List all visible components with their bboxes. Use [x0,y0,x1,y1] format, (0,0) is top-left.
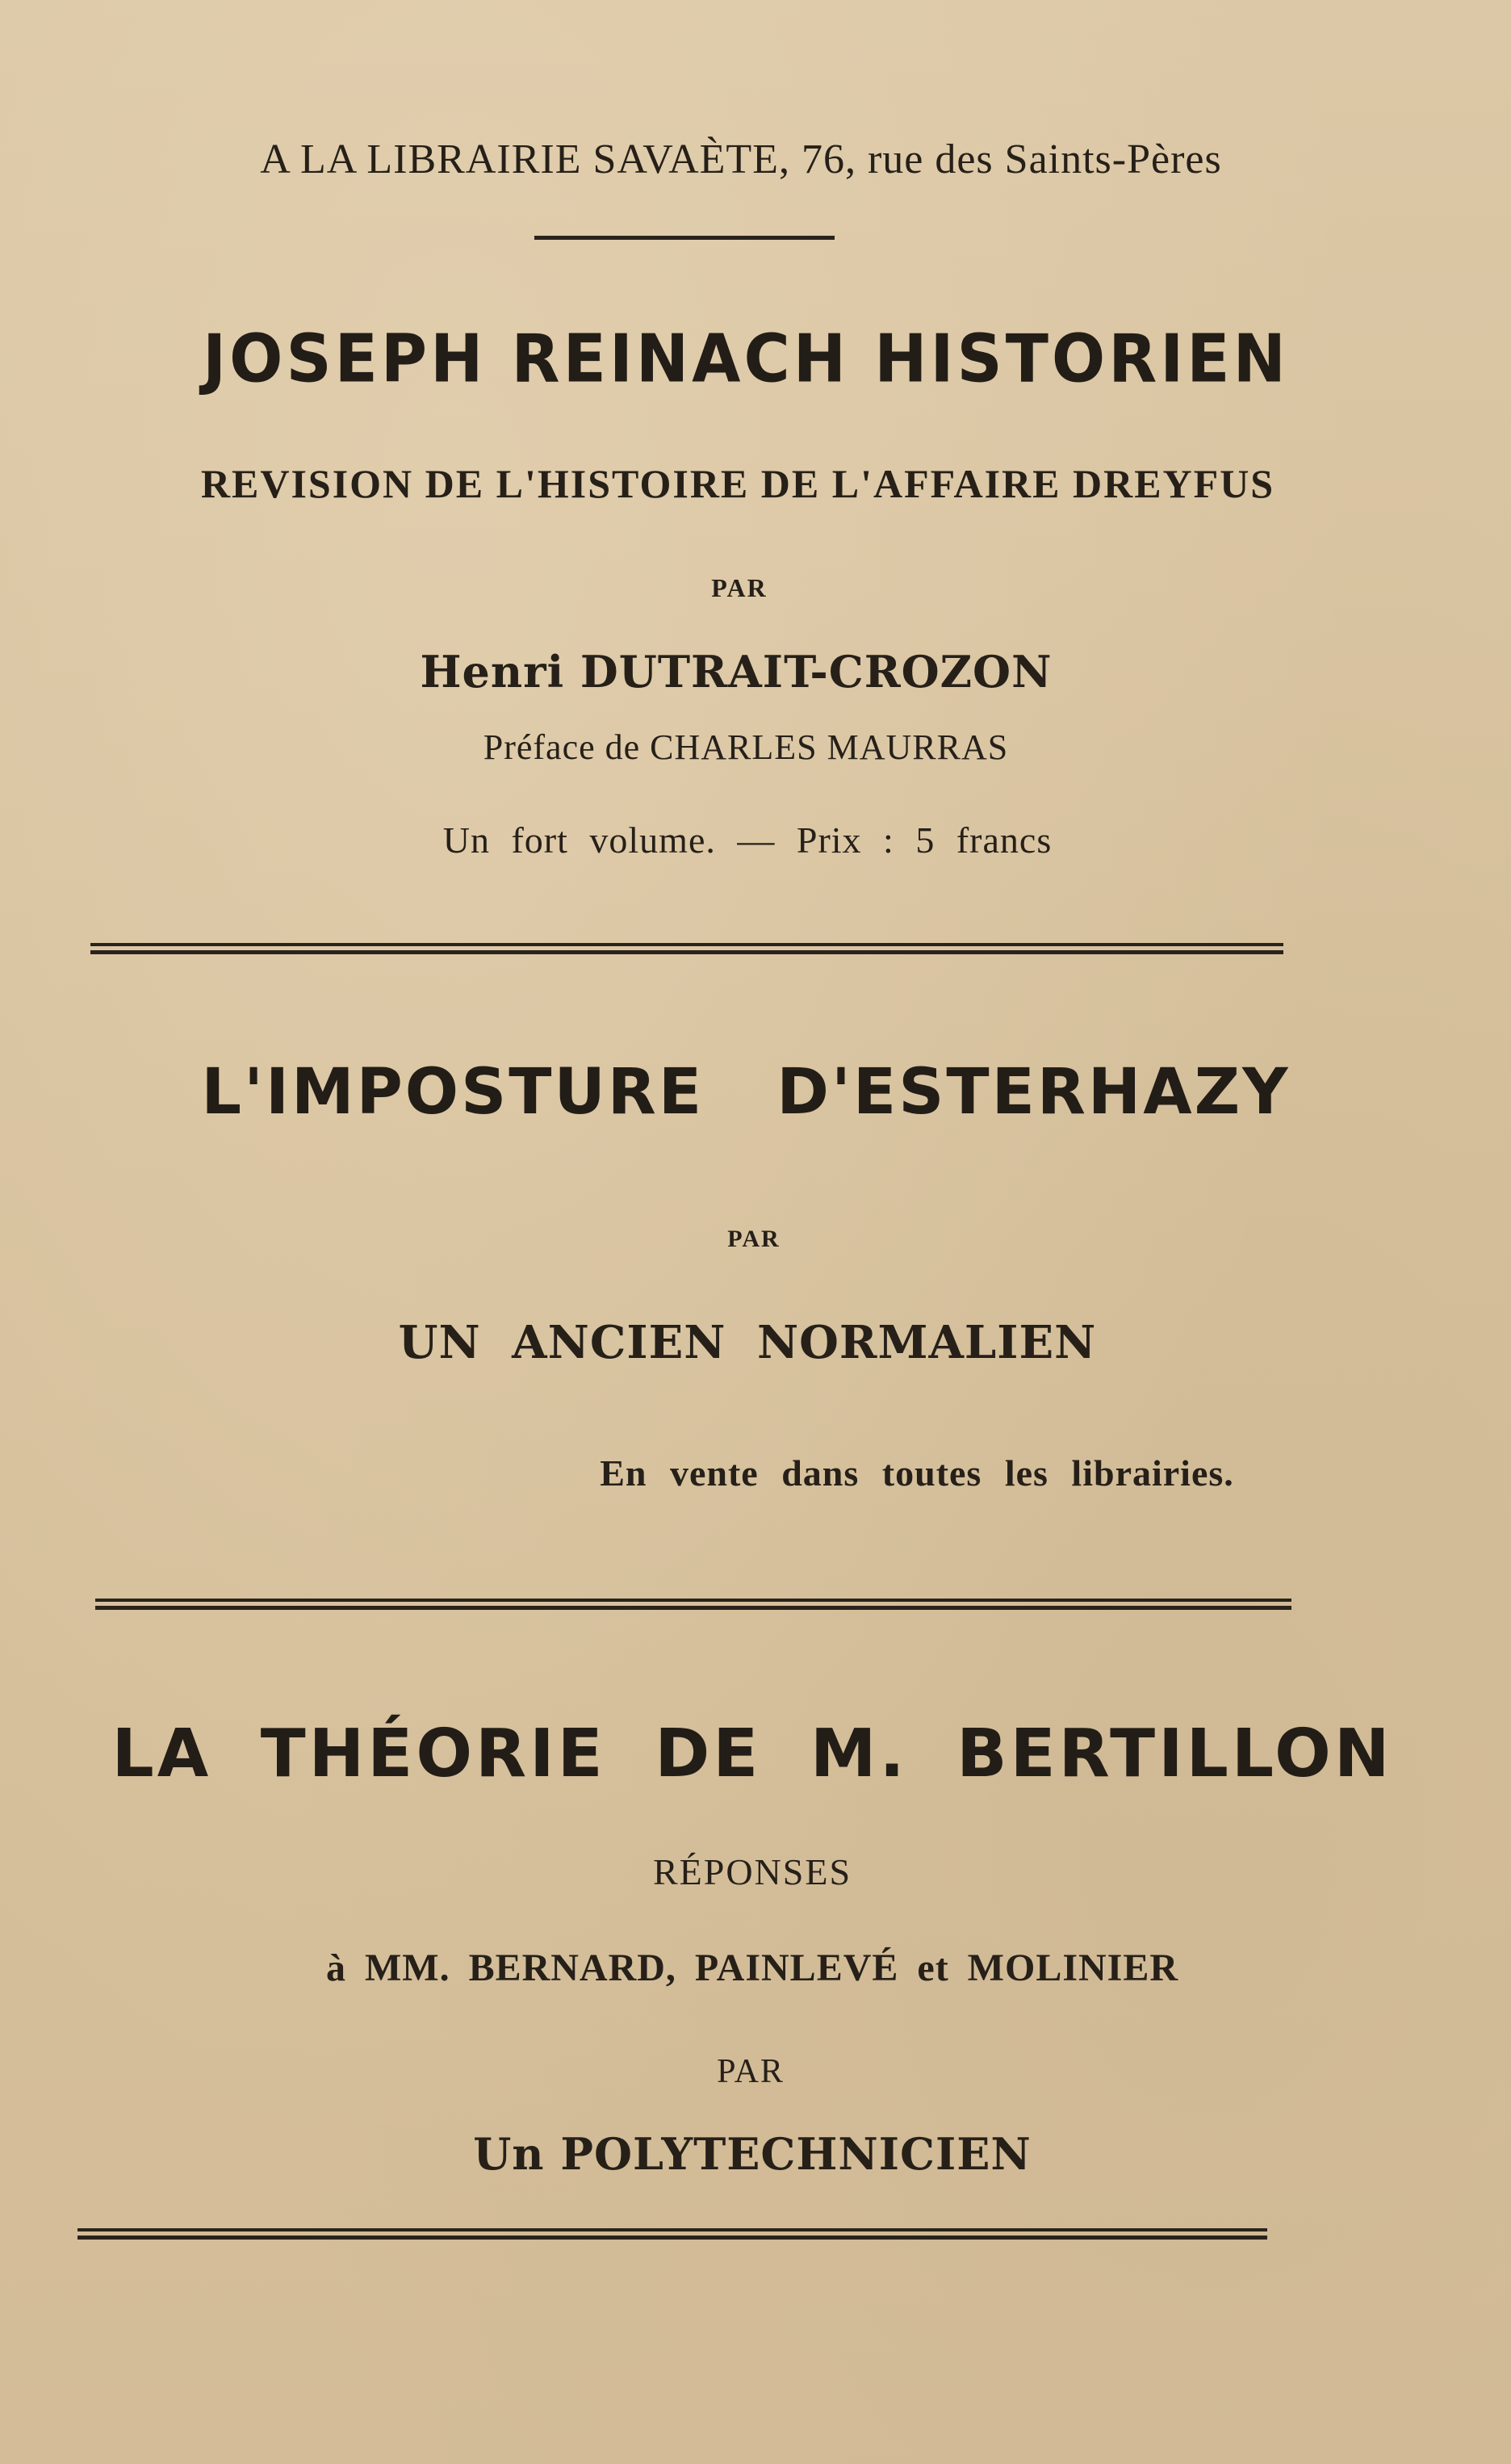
book-1-volume-price: Un fort volume. — Prix : 5 francs [442,819,1053,861]
book-3-respondents: à MM. BERNARD, PAINLEVÉ et MOLINIER [325,1946,1179,1989]
book-2-title: L'IMPOSTURE D'ESTERHAZY [201,1056,1291,1129]
book-2-par: PAR [727,1226,781,1252]
book-2-availability: En vente dans toutes les librairies. [600,1452,1234,1494]
book-3-par: PAR [717,2053,785,2090]
book-2-author: UN ANCIEN NORMALIEN [398,1316,1097,1369]
book-1-title: JOSEPH REINACH HISTORIEN [203,321,1289,398]
book-1-par: PAR [711,573,768,602]
book-3-subtitle: RÉPONSES [652,1851,852,1892]
section-divider-3 [77,2228,1267,2240]
book-1-subtitle: REVISION DE L'HISTOIRE DE L'AFFAIRE DREYFUS [200,461,1275,506]
section-divider-1 [90,943,1283,954]
book-1-author: Henri DUTRAIT-CROZON [420,646,1053,698]
publisher-address: A LA LIBRAIRIE SAVAÈTE, 76, rue des Saints-Pères [260,136,1222,182]
book-1-preface: Préface de CHARLES MAURRAS [483,727,1009,767]
section-divider-2 [95,1599,1291,1610]
header-divider [534,236,835,240]
book-3-title: LA THÉORIE DE M. BERTILLON [111,1716,1393,1792]
book-3-author: Un POLYTECHNICIEN [473,2128,1032,2180]
